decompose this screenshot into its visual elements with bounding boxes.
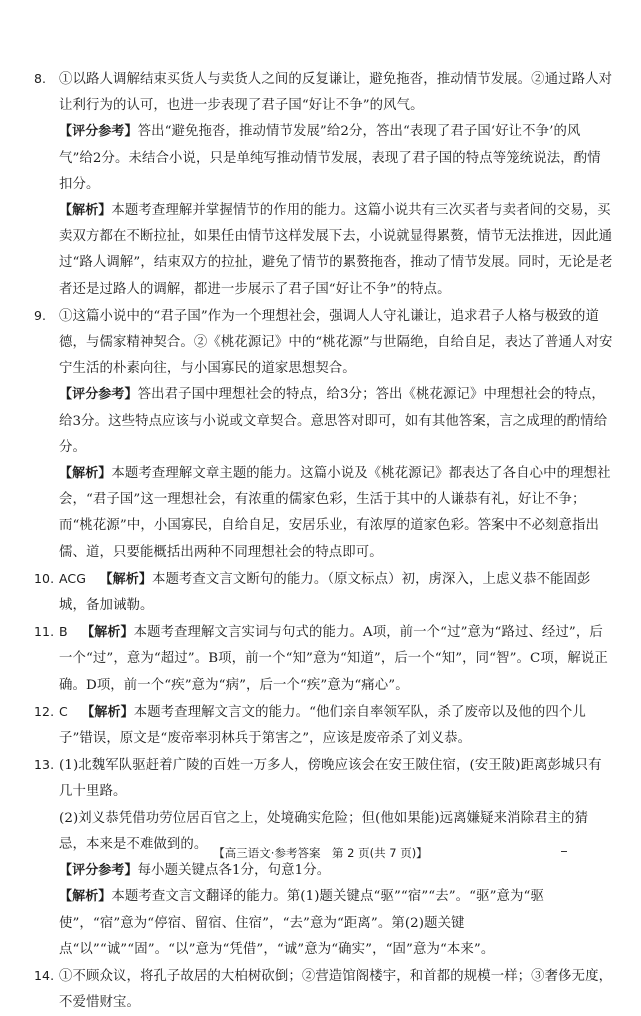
scoring-reference [34,858,614,884]
answer-item-12 [34,699,614,752]
answer-item-9 [34,303,614,383]
analysis-text: 本题考查理解文章主题的能力。这篇小说及《桃花源记》都表达了各自心中的理想社会，“君子国”这一理想社会，有浓重的儒家色彩，生活于其中的人谦恭有礼，好让不争；而“桃花源”中，小国寡民，自给自足，安居乐业，有浓厚的道家色彩。答案中不必刻意指出儒、道，只要能概括出两种不同理想社会的特点即可。 [59,466,611,560]
analysis-tag: 【解析】 [81,704,134,720]
item-number: 10. [34,570,55,586]
item-number: 13. [34,757,55,773]
answer-text: ①这篇小说中的“君子国”作为一个理想社会，强调人人守礼谦让，追求君子人格与极致的道德，与儒家精神契合。②《桃花源记》中的“桃花源”与世隔绝，自给自足，表达了普通人对安宁生活的朴素向往，与小国寡民的道家思想契合。 [59,308,613,377]
answer-item-13 [34,752,614,805]
item-number: 8. [34,71,47,86]
answer-text: (1)北魏军队驱赶着广陵的百姓一万多人，傍晚应该会在安王陂住宿，(安王陂)距离彭城只有几十里路。 [59,758,602,800]
scoring-text: 答出君子国中理想社会的特点，给3分；答出《桃花源记》中理想社会的特点，给3分。这些特点应该与小说或文章契合。意思答对即可，如有其他答案，言之成理的酌情给分。 [59,387,608,455]
answer-text: (2)刘义恭凭借功劳位居百官之上，处境确实危险；但(他如果能)远离嫌疑来消除君主的猜忌，本来是不难做到的。 [59,810,589,852]
scoring-tag: 【评分参考】 [59,387,138,403]
scoring-text: 答出“避免拖沓，推动情节发展”给2分，答出“表现了君子国‘好让不争’的风气”给2分。未结合小说，只是单纯写推动情节发展，表现了君子国的特点等笼统说法，酌情扣分。 [59,124,601,192]
scoring-reference [34,119,614,198]
analysis-text: 本题考查理解文言文的能力。“他们亲自率领军队，杀了废帝以及他的四个儿子”错误，原文是“废帝率羽林兵于第害之”，应该是废帝杀了刘义恭。 [59,704,586,747]
scoring-text: 每小题关键点各1分，句意1分。 [137,863,331,879]
analysis-text: 本题考查理解并掌握情节的作用的能力。这篇小说共有三次买者与卖者间的交易，买卖双方都在不断拉扯，如果任由情节这样发展下去，小说就显得累赘，情节无法推进，因此通过“路人调解”，结束双方的拉扯，避免了情节的累赘拖沓，推动了情节发展。同时，无论是老者还是过路人的调解，都进一步展示了君子国“好让不争”的特点。 [59,203,613,297]
answer-letters: ACG [59,570,87,586]
scoring-tag: 【评分参考】 [59,863,138,879]
answer-letters: C [59,703,68,719]
answer-item-14 [34,963,614,1016]
analysis-tag: 【解析】 [59,466,112,482]
item-number: 12. [34,703,55,719]
analysis-text: 本题考查理解文言实词与句式的能力。A项，前一个“过”意为“路过、经过”，后一个“过”，意为“超过”。B项，前一个“知”意为“知道”，后一个“知”，同“智”。C项，解说正确。D项，前一个“疾”意为“病”，后一个“疾”意为“痛心”。 [59,625,608,693]
scoring-tag: 【评分参考】 [59,124,138,140]
page-footer: 【高三语文·参考答案 第 2 页(共 7 页)】 [213,846,428,860]
answer-item-11 [34,619,614,699]
item-number: 9. [34,307,47,323]
answer-text: ①不顾众议，将孔子故居的大柏树砍倒；②营造馆阁楼宇，和首都的规模一样；③奢侈无度，不爱惜财宝。 [59,968,613,1011]
item-number: 11. [34,624,55,640]
analysis-tag: 【解析】 [59,889,112,905]
analysis [34,198,614,303]
answer-text: ①以路人调解结束买货人与卖货人之间的反复谦让，避免拖沓，推动情节发展。②通过路人对让利行为的认可，也进一步表现了君子国“好让不争”的风气。 [59,72,613,114]
analysis-text: 本题考查文言文断句的能力。（原文标点）初，虏深入，上虑义恭不能固彭城，备加诫勒。 [59,571,591,614]
analysis [34,884,614,963]
footer-dash-mark [561,851,567,852]
analysis-tag: 【解析】 [59,203,112,219]
analysis [34,461,614,566]
answer-key-content [34,66,614,1016]
analysis-text: 本题考查文言文翻译的能力。第(1)题关键点“驱”“宿”“去”。“驱”意为“驱使”，“宿”意为“停宿、留宿、住宿”，“去”意为“距离”。第(2)题关键点“以”“诚”“固”。“以”意为“凭借”，“诚”意为“确实”，“固”意为“本来”。 [59,889,544,957]
answer-item-8 [34,66,614,119]
answer-letters: B [59,624,68,640]
analysis-tag: 【解析】 [99,571,152,587]
scoring-reference [34,382,614,461]
item-number: 14. [34,967,55,983]
answer-item-10 [34,566,614,619]
analysis-tag: 【解析】 [81,625,134,641]
